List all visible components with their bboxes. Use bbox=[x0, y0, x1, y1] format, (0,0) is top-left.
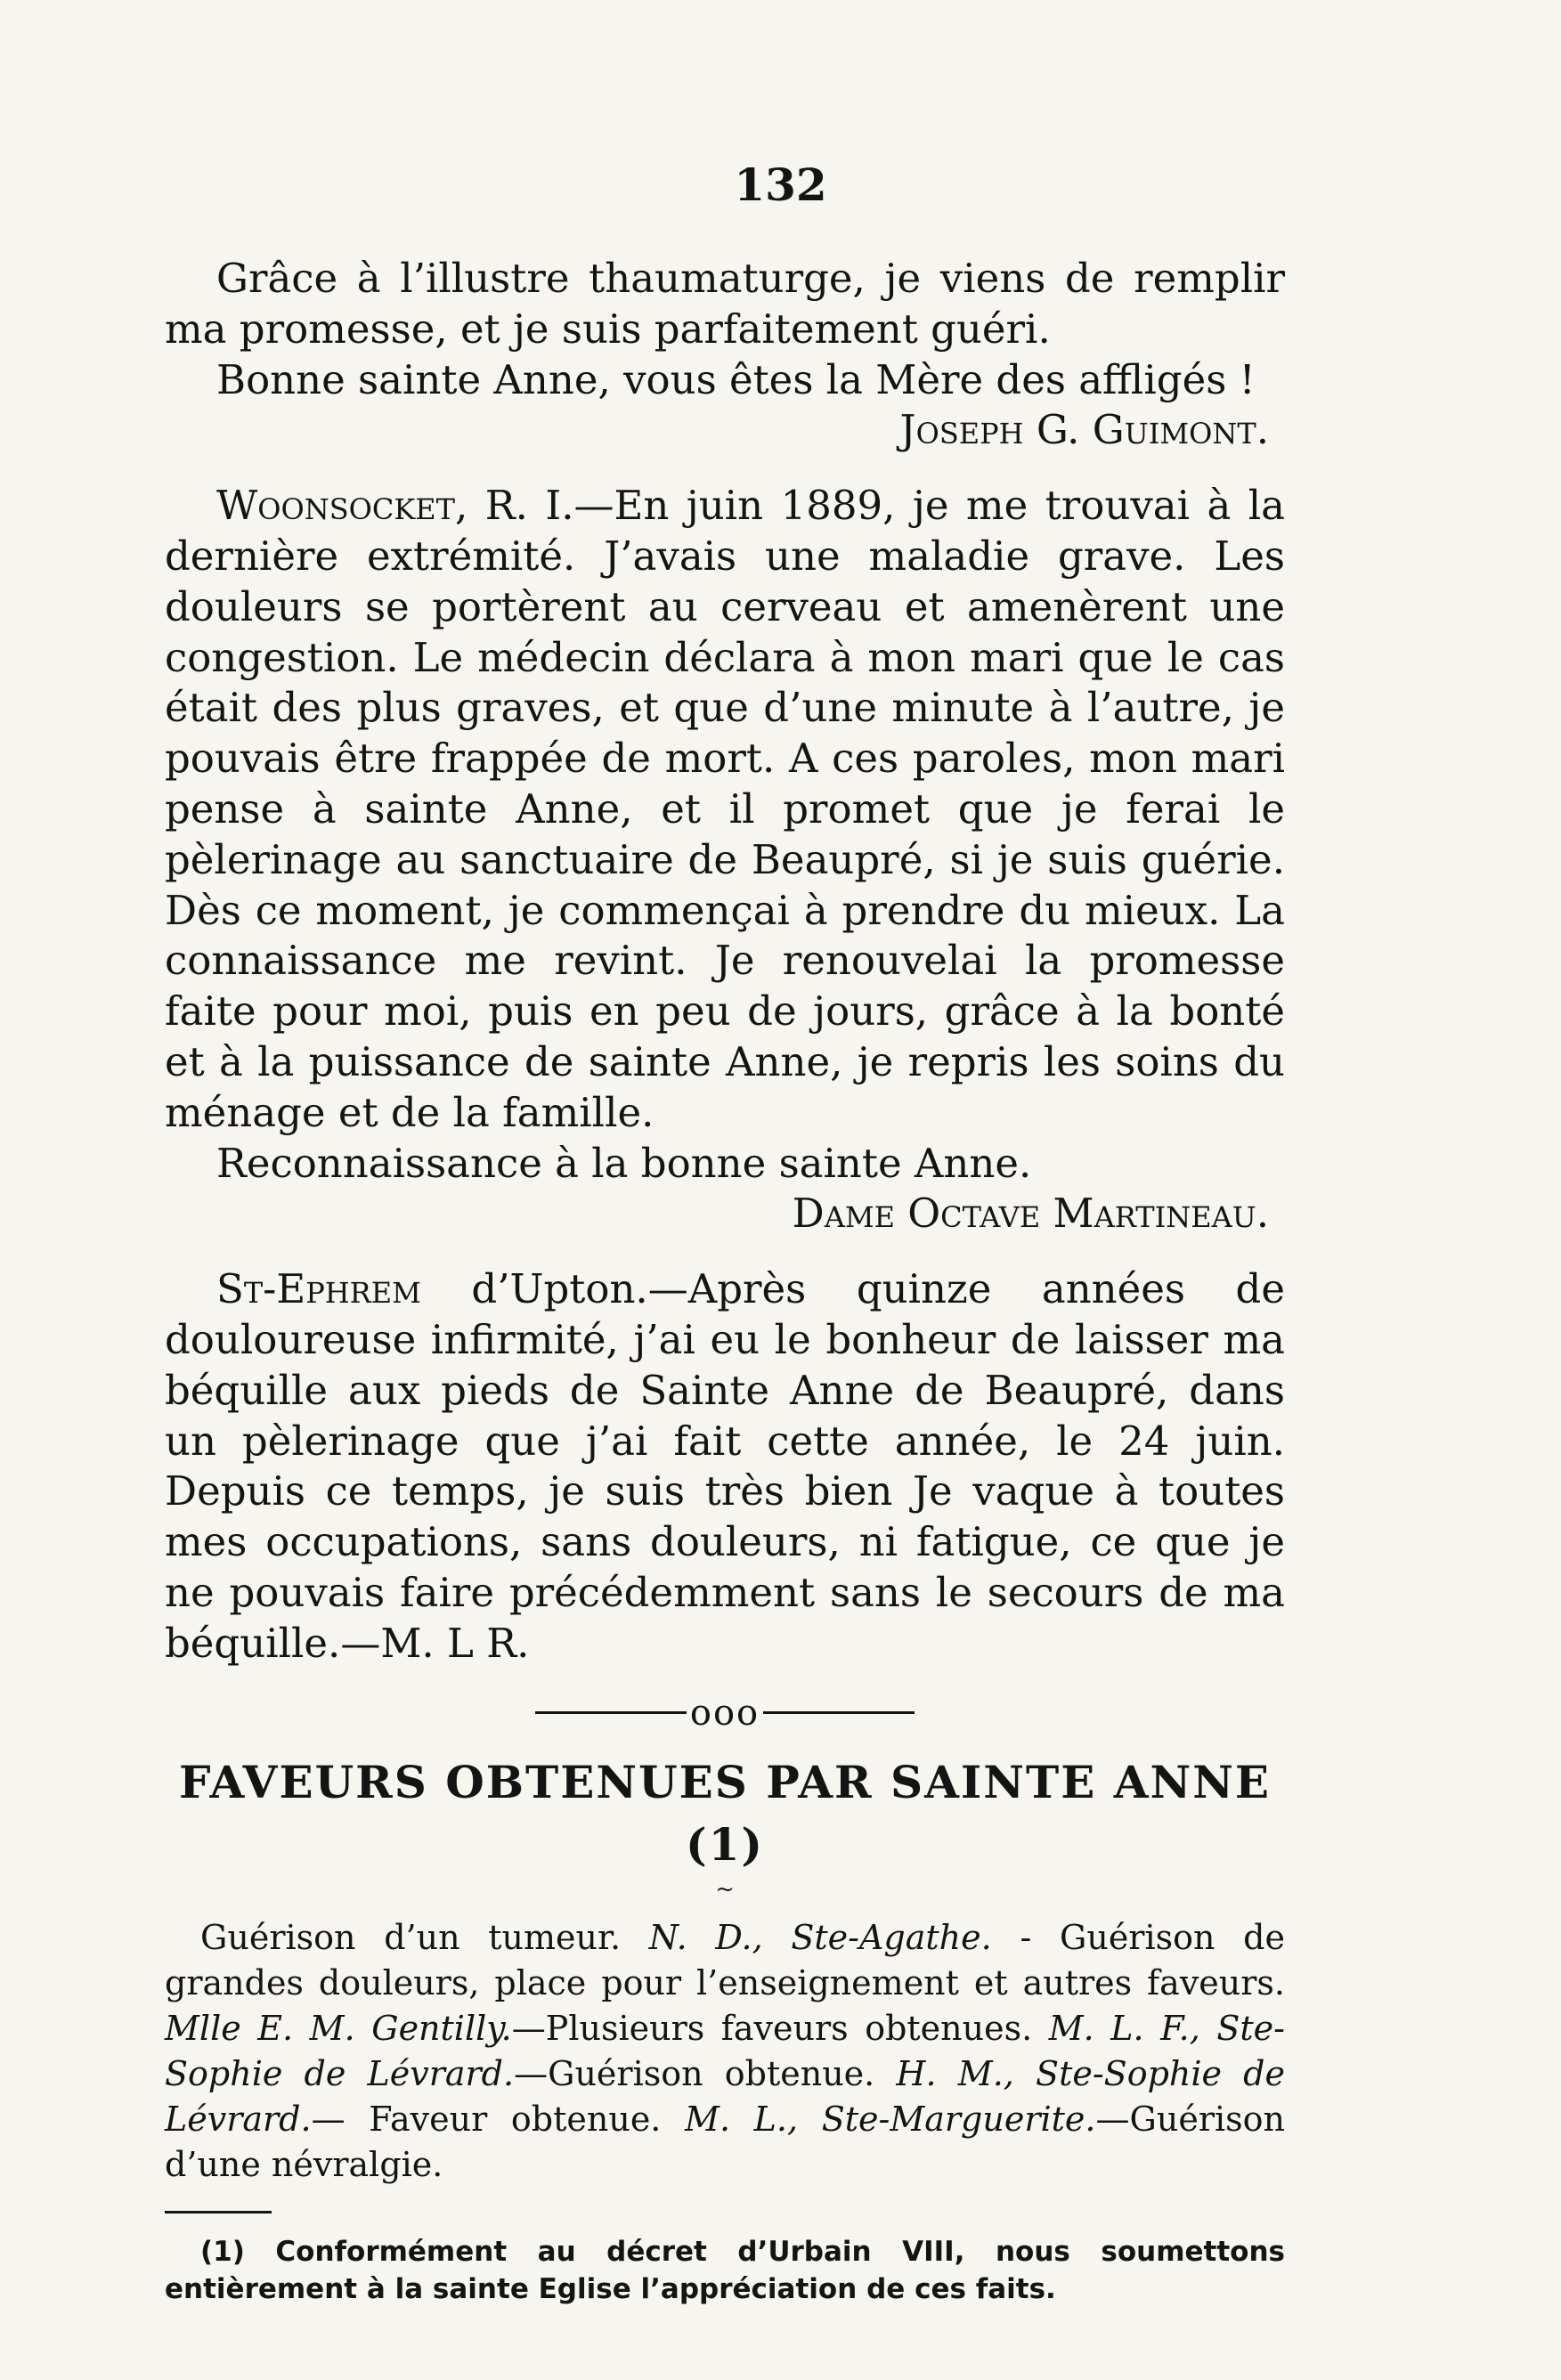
favor-source: H. M., Ste-Sophie de Lévrard. bbox=[165, 2053, 1285, 2139]
testimony-1-text: Grâce à l’illustre thaumaturge, je viens de remplir ma promesse, et je suis parfaitement guéri. bbox=[165, 255, 1285, 353]
section-divider bbox=[165, 1693, 1285, 1734]
page-number: 132 bbox=[734, 158, 827, 211]
heading-ornament: ~ bbox=[715, 1875, 735, 1903]
signature-name: Joseph G. Guimont. bbox=[899, 406, 1269, 454]
testimony-3-body: d’Upton.—Après quinze années de douloureuse infirmité, j’ai eu le bonheur de laisser ma béquille aux pieds de Sainte Anne de Beaupré, dans un pèlerinage que j’ai fait cette année, le 24 juin. Depuis ce temps, je suis très bien Je vaque à toutes mes occupations, sans douleurs, ni fatigue, ce que je ne pouvais faire précédemment sans le secours de ma béquille.—M. L R. bbox=[165, 1265, 1285, 1667]
testimony-2-thanks: Reconnaissance à la bonne sainte Anne. bbox=[216, 1139, 1032, 1187]
divider-rule-right bbox=[763, 1711, 915, 1714]
favor-source: N. D., Ste-Agathe. bbox=[648, 1917, 992, 1957]
footnote: (1) Conformément au décret d’Urbain VIII, nous soumettons entièrement à la sainte Eglise l’appréciation de ces faits. bbox=[165, 2235, 1285, 2305]
favor-source: M. L. F., Ste-Sophie de Lévrard. bbox=[165, 2008, 1285, 2093]
text-column bbox=[165, 254, 1285, 2308]
favors-list: Guérison d’un tumeur. N. D., Ste-Agathe. - Guérison de grandes douleurs, place pour l’enseignement et autres faveurs. Mlle E. M. Gentilly.—Plusieurs faveurs obtenues. M. L. F., Ste-Sophie de Lévrard.—Guérison obtenue. H. M., Ste-Sophie de Lévrard.— Faveur obtenue. M. L., Ste-Marguerite.—Guérison d’une névralgie. bbox=[165, 1917, 1285, 2184]
testimony-2-text bbox=[165, 481, 1285, 1138]
section-heading: FAVEURS OBTENUES PAR SAINTE ANNE (1) bbox=[178, 1755, 1272, 1871]
testimony-2-body: , R. I.—En juin 1889, je me trouvai à la dernière extrémité. J’avais une maladie grave. Les douleurs se portèrent au cerveau et amenèrent une congestion. Le médecin déclara à mon mari que le cas était des plus graves, et que d’une minute à l’autre, je pouvais être frappée de mort. A ces paroles, mon mari pense à sainte Anne, et il promet que je ferai le pèlerinage au sanctuaire de Beaupré, si je suis guérie. Dès ce moment, je commençai à prendre du mieux. La connaissance me revint. Je renouvelai la promesse faite pour moi, puis en peu de jours, grâce à la bonté et à la puissance de sainte Anne, je repris les soins du ménage et de la famille. bbox=[165, 482, 1285, 1136]
favor-source: M. L., Ste-Marguerite. bbox=[685, 2099, 1096, 2139]
favor-source: Mlle E. M. Gentilly. bbox=[165, 2008, 512, 2048]
footnote-rule bbox=[165, 2211, 272, 2213]
signature-name: Dame Octave Martineau. bbox=[792, 1190, 1269, 1238]
testimony-1-signature bbox=[165, 405, 1285, 456]
testimony-3-place: St-Ephrem bbox=[216, 1265, 421, 1313]
divider-rule-left bbox=[535, 1711, 687, 1714]
divider-ornament: ooo bbox=[689, 1692, 760, 1734]
testimony-2-place: Woonsocket bbox=[216, 482, 455, 530]
testimony-1-invocation: Bonne sainte Anne, vous êtes la Mère des affligés ! bbox=[216, 355, 1256, 403]
testimony-3-text bbox=[165, 1264, 1285, 1669]
testimony-2-signature bbox=[165, 1189, 1285, 1239]
